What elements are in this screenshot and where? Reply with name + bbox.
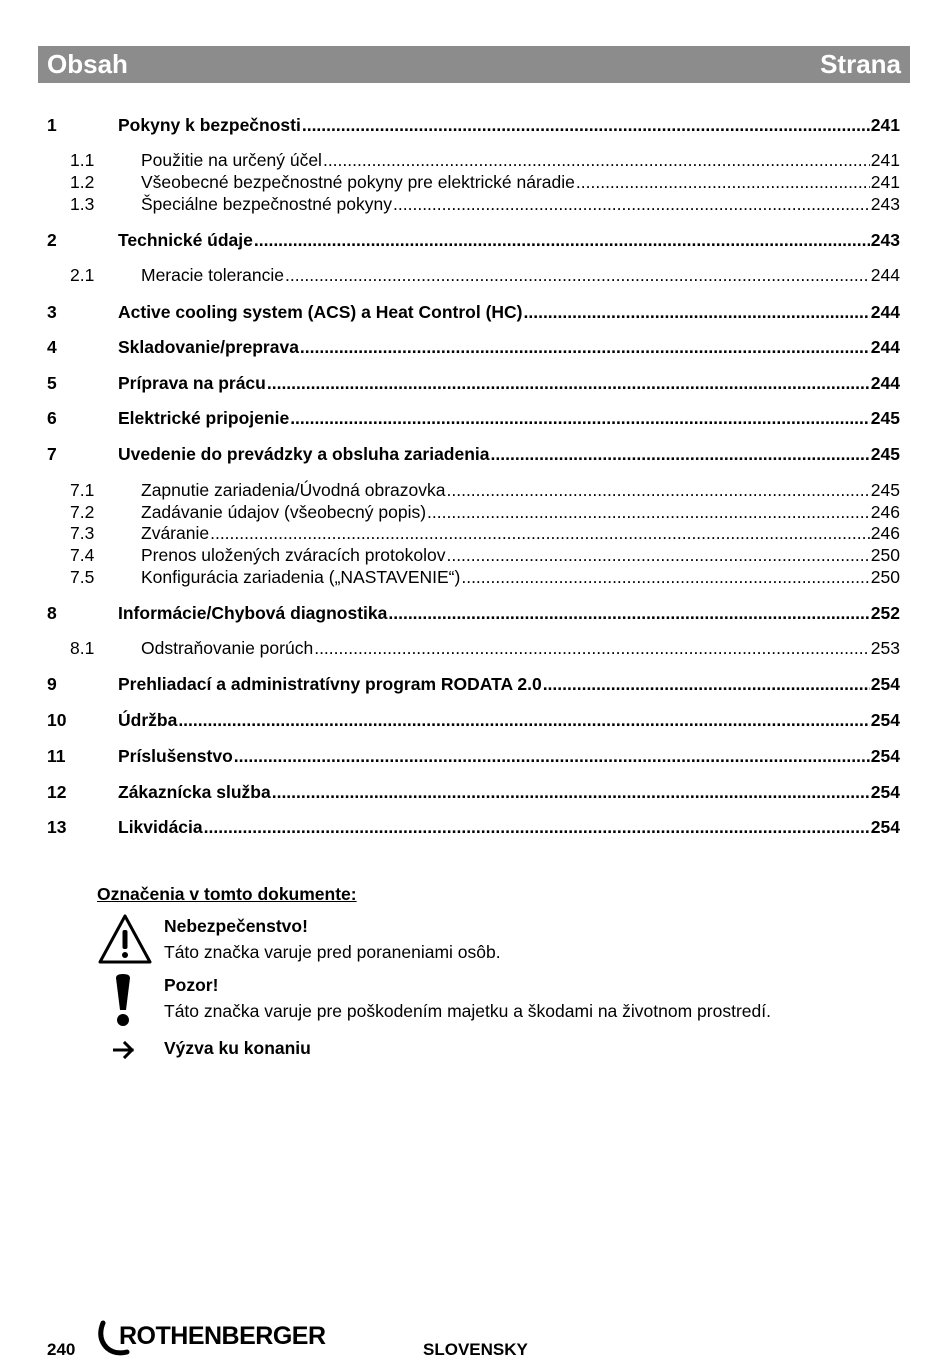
toc-entry-number: 1 (47, 115, 57, 135)
toc-entry-title: Špeciálne bezpečnostné pokyny (141, 194, 393, 214)
toc-entry-title: Použitie na určený účel (141, 150, 322, 170)
toc-dot-leader (524, 301, 870, 323)
toc-entry-title: Príslušenstvo (118, 746, 233, 766)
toc-entry-line (118, 443, 900, 465)
header-page-label: Strana (820, 49, 901, 79)
toc-entry[interactable] (0, 229, 950, 251)
toc-entry-title: Údržba (118, 710, 178, 730)
toc-entry-title: Pokyny k bezpečnosti (118, 115, 301, 135)
toc-entry[interactable] (0, 372, 950, 394)
toc-entry-number: 9 (47, 674, 57, 694)
toc-entry-number: 1.2 (70, 172, 95, 192)
toc-entry-title: Elektrické pripojenie (118, 408, 290, 428)
toc-entry[interactable] (0, 149, 950, 171)
toc-entry[interactable] (0, 479, 950, 501)
logo-brand-text: ROTHENBERGER (119, 1322, 326, 1350)
toc-entry[interactable] (0, 193, 950, 215)
toc-entry[interactable] (0, 336, 950, 358)
toc-entry-number: 2.1 (70, 265, 95, 285)
toc-dot-leader (210, 522, 870, 544)
toc-dot-leader (285, 264, 870, 286)
toc-entry-number: 6 (47, 408, 57, 428)
toc-dot-leader (447, 479, 870, 501)
toc-entry-line (118, 673, 900, 695)
toc-entry-title: Active cooling system (ACS) a Heat Control (HC) (118, 302, 523, 322)
toc-entry-line (118, 709, 900, 731)
warning-triangle-icon (97, 913, 153, 965)
language-label: SLOVENSKY (423, 1340, 528, 1359)
toc-entry-line (141, 637, 900, 659)
toc-dot-leader (204, 816, 870, 838)
legend-danger-text: Táto značka varuje pred poraneniami osôb. (164, 942, 501, 962)
toc-dot-leader (254, 229, 870, 251)
toc-entry-number: 5 (47, 373, 57, 393)
toc-entry-page: 252 (870, 603, 900, 623)
toc-entry-number: 1.3 (70, 194, 95, 214)
toc-entry-line (118, 336, 900, 358)
toc-entry-number: 1.1 (70, 150, 95, 170)
toc-entry[interactable] (0, 544, 950, 566)
toc-entry-line (141, 522, 900, 544)
toc-entry[interactable] (0, 301, 950, 323)
toc-entry-title: Zadávanie údajov (všeobecný popis) (141, 502, 427, 522)
toc-entry-title: Konfigurácia zariadenia („NASTAVENIE“) (141, 567, 461, 587)
toc-entry-page: 243 (870, 230, 900, 250)
toc-entry-page: 254 (870, 817, 900, 837)
toc-entry-number: 7.3 (70, 523, 95, 543)
toc-entry[interactable] (0, 637, 950, 659)
legend-action (164, 1035, 311, 1061)
toc-entry-number: 7.1 (70, 480, 95, 500)
toc-dot-leader (388, 602, 869, 624)
toc-dot-leader (234, 745, 870, 767)
toc-entry-number: 11 (47, 746, 66, 766)
toc-entry[interactable] (0, 745, 950, 767)
toc-entry-line (118, 602, 900, 624)
toc-entry[interactable] (0, 264, 950, 286)
toc-dot-leader (178, 709, 869, 731)
toc-dot-leader (393, 193, 870, 215)
toc-entry-title: Technické údaje (118, 230, 253, 250)
toc-entry-page: 241 (870, 115, 900, 135)
toc-entry-number: 12 (47, 782, 67, 802)
toc-dot-leader (543, 673, 870, 695)
toc-entry-number: 10 (47, 710, 67, 730)
toc-entry-title: Všeobecné bezpečnostné pokyny pre elektrické náradie (141, 172, 575, 192)
toc-entry-page: 254 (870, 746, 900, 766)
toc-entry-line (118, 229, 900, 251)
toc-dot-leader (461, 566, 869, 588)
toc-entry-title: Prehliadací a administratívny program RODATA 2.0 (118, 674, 542, 694)
toc-entry-page: 245 (870, 444, 900, 464)
toc-entry-page: 245 (870, 480, 900, 500)
toc-entry-line (118, 745, 900, 767)
header-contents-label: Obsah (47, 49, 128, 79)
toc-entry-line (141, 171, 900, 193)
legend-action-title: Výzva ku konaniu (164, 1038, 311, 1058)
exclamation-icon (113, 974, 133, 1028)
toc-entry-number: 13 (47, 817, 67, 837)
toc-entry-page: 250 (870, 545, 900, 565)
toc-entry-title: Prenos uložených zváracích protokolov (141, 545, 446, 565)
toc-entry[interactable] (0, 501, 950, 523)
toc-entry-title: Likvidácia (118, 817, 203, 837)
toc-entry-page: 246 (870, 523, 900, 543)
toc-entry-number: 4 (47, 337, 57, 357)
toc-entry-line (141, 193, 900, 215)
toc-dot-leader (302, 114, 870, 136)
toc-entry-page: 254 (870, 674, 900, 694)
toc-entry[interactable] (0, 602, 950, 624)
legend-caution (164, 972, 771, 1024)
toc-entry-page: 246 (870, 502, 900, 522)
toc-dot-leader (427, 501, 870, 523)
toc-entry-title: Príprava na prácu (118, 373, 266, 393)
toc-entry-page: 250 (870, 567, 900, 587)
toc-entry-page: 244 (870, 373, 900, 393)
legend-danger (164, 913, 501, 965)
toc-entry-number: 7.4 (70, 545, 95, 565)
toc-entry-number: 8 (47, 603, 57, 623)
toc-entry-number: 7 (47, 444, 57, 464)
legend-caution-text: Táto značka varuje pre poškodením majetku a škodami na životnom prostredí. (164, 1001, 771, 1021)
legend-heading: Označenia v tomto dokumente: (97, 884, 357, 904)
toc-entry-number: 3 (47, 302, 57, 322)
toc-entry-number: 2 (47, 230, 57, 250)
toc-dot-leader (446, 544, 869, 566)
toc-entry-line (118, 781, 900, 803)
toc-entry-line (118, 114, 900, 136)
legend-danger-title: Nebezpečenstvo! (164, 916, 308, 936)
arrow-right-icon (113, 1041, 135, 1059)
rothenberger-logo (97, 1320, 347, 1358)
toc-entry-title: Zákaznícka služba (118, 782, 271, 802)
toc-entry-title: Skladovanie/preprava (118, 337, 299, 357)
toc-entry[interactable] (0, 781, 950, 803)
toc-entry-page: 244 (870, 302, 900, 322)
toc-entry[interactable] (0, 566, 950, 588)
toc-entry-number: 8.1 (70, 638, 95, 658)
toc-entry-number: 7.2 (70, 502, 95, 522)
toc-entry-line (118, 301, 900, 323)
toc-dot-leader (272, 781, 870, 803)
toc-entry-page: 244 (870, 265, 900, 285)
toc-dot-leader (491, 443, 870, 465)
toc-entry-line (141, 479, 900, 501)
toc-entry-line (141, 264, 900, 286)
toc-entry-title: Odstraňovanie porúch (141, 638, 314, 658)
toc-entry-line (118, 407, 900, 429)
toc-dot-leader (300, 336, 870, 358)
toc-entry-page: 254 (870, 782, 900, 802)
toc-entry-title: Zváranie (141, 523, 210, 543)
toc-entry-page: 254 (870, 710, 900, 730)
toc-entry-title: Meracie tolerancie (141, 265, 284, 285)
toc-entry[interactable] (0, 709, 950, 731)
toc-entry-title: Informácie/Chybová diagnostika (118, 603, 388, 623)
toc-entry-page: 243 (870, 194, 900, 214)
toc-entry-title: Zapnutie zariadenia/Úvodná obrazovka (141, 480, 446, 500)
toc-entry[interactable] (0, 407, 950, 429)
toc-entry-page: 253 (870, 638, 900, 658)
toc-entry[interactable] (0, 673, 950, 695)
toc-dot-leader (576, 171, 870, 193)
toc-dot-leader (323, 149, 870, 171)
toc-entry-line (118, 816, 900, 838)
toc-entry[interactable] (0, 171, 950, 193)
toc-entry-line (141, 566, 900, 588)
toc-entry[interactable] (0, 114, 950, 136)
toc-dot-leader (314, 637, 870, 659)
toc-entry-line (141, 501, 900, 523)
toc-entry[interactable] (0, 816, 950, 838)
toc-entry-line (118, 372, 900, 394)
toc-dot-leader (267, 372, 870, 394)
toc-entry-page: 241 (870, 172, 900, 192)
toc-entry-page: 244 (870, 337, 900, 357)
toc-dot-leader (290, 407, 870, 429)
toc-entry[interactable] (0, 443, 950, 465)
toc-entry-title: Uvedenie do prevádzky a obsluha zariadenia (118, 444, 490, 464)
toc-entry[interactable] (0, 522, 950, 544)
toc-entry-number: 7.5 (70, 567, 95, 587)
toc-entry-page: 245 (870, 408, 900, 428)
toc-entry-line (141, 149, 900, 171)
page-number: 240 (47, 1340, 76, 1359)
toc-header (38, 46, 910, 83)
toc-entry-page: 241 (870, 150, 900, 170)
toc-entry-line (141, 544, 900, 566)
legend-caution-title: Pozor! (164, 975, 219, 995)
